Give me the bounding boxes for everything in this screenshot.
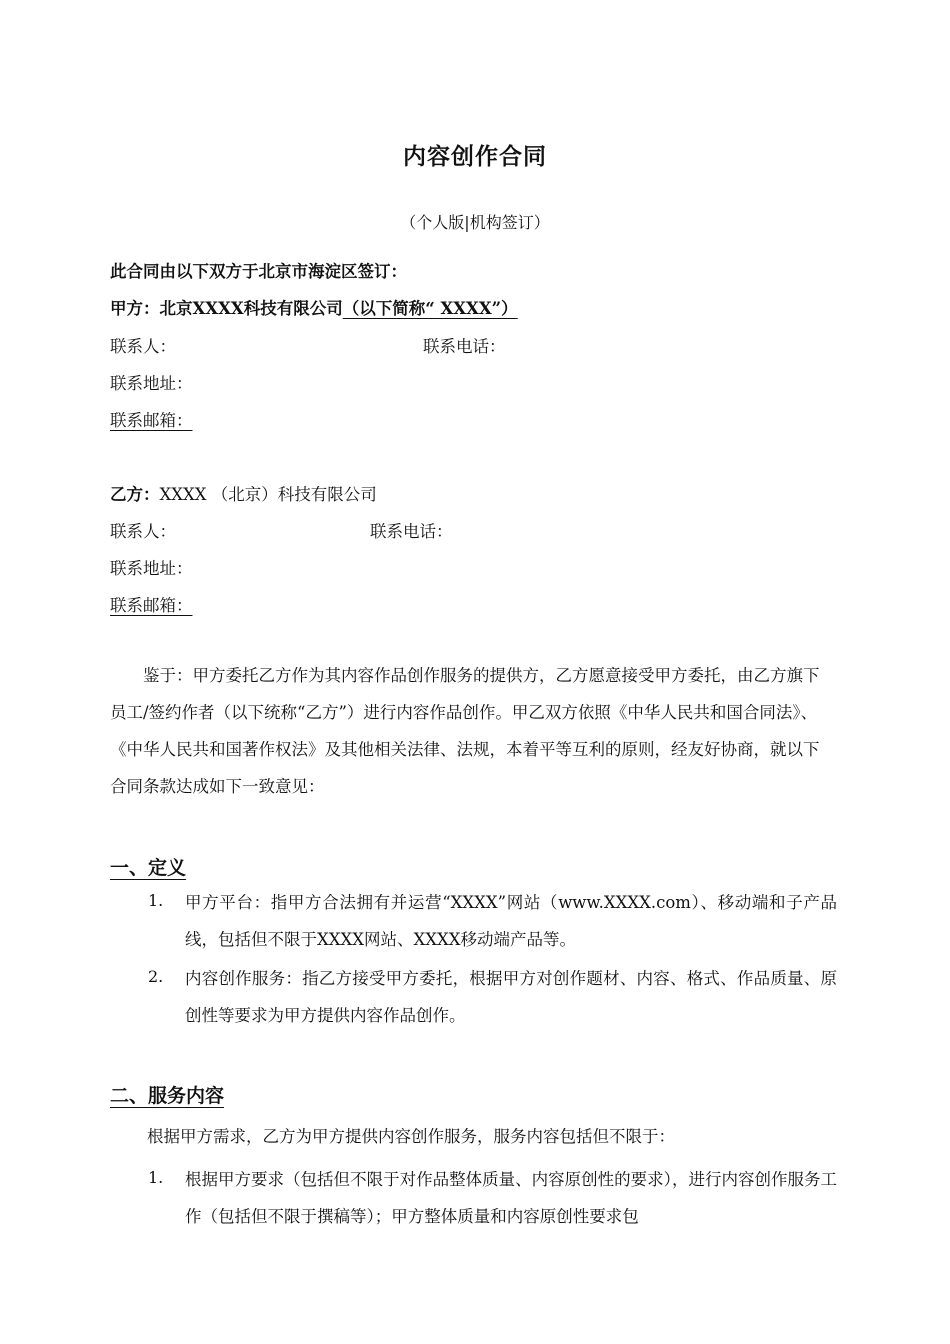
document-subtitle: （个人版|机构签订）: [400, 213, 550, 232]
party-a-address-label: 联系地址：: [110, 374, 193, 393]
party-a-name: 北京XXXX科技有限公司: [159, 299, 343, 318]
item-text: 根据甲方要求（包括但不限于对作品整体质量、内容原创性的要求），进行内容创作服务工作（包括但不限于撰稿等）；甲方整体质量和内容原创性要求包: [185, 1170, 837, 1226]
party-b-phone-label: 联系电话：: [370, 522, 453, 541]
item-text: 内容创作服务：指乙方接受甲方委托，根据甲方对创作题材、内容、格式、作品质量、原创性等要求为甲方提供内容作品创作。: [185, 969, 837, 1025]
item-number: 1.: [148, 1168, 164, 1187]
item-text: 甲方平台：指甲方合法拥有并运营“XXXX”网站（www.XXXX.com）、移动端和子产品线，包括但不限于XXXX网站、XXXX移动端产品等。: [185, 893, 837, 949]
section-heading-definitions: 一、定义: [110, 857, 187, 879]
section-heading-service-content: 二、服务内容: [110, 1085, 225, 1107]
party-b-email-label: 联系邮箱：: [110, 596, 193, 615]
party-b-line: [110, 481, 377, 505]
preamble-paragraph: 鉴于：甲方委托乙方作为其内容作品创作服务的提供方，乙方愿意接受甲方委托，由乙方旗下员工/签约作者（以下统称“乙方”）进行内容作品创作。甲乙双方依照《中华人民共和国合同法》、《中华人民共和国著作权法》及其他相关法律、法规，本着平等互利的原则，经友好协商，就以下合同条款达成如下一致意见：: [110, 666, 820, 796]
party-a-line: [110, 295, 518, 319]
party-a-phone-label: 联系电话：: [423, 337, 506, 356]
item-number: 1.: [148, 891, 164, 910]
party-b-label: 乙方：: [110, 485, 160, 504]
party-a-alias: （以下简称“ XXXX”）: [342, 299, 518, 318]
party-a-email-label: 联系邮箱：: [110, 411, 193, 430]
party-a-contact-label: 联系人：: [110, 337, 176, 356]
party-b-contact-label: 联系人：: [110, 522, 176, 541]
document-title: 内容创作合同: [403, 143, 547, 170]
party-b-name: XXXX （北京）科技有限公司: [159, 485, 377, 504]
party-a-label: 甲方：: [110, 299, 160, 318]
section-lead-text: 根据甲方需求，乙方为甲方提供内容创作服务，服务内容包括但不限于：: [147, 1127, 675, 1146]
item-number: 2.: [148, 967, 164, 986]
signing-intro: 此合同由以下双方于北京市海淀区签订：: [110, 262, 407, 281]
party-b-address-label: 联系地址：: [110, 559, 193, 578]
